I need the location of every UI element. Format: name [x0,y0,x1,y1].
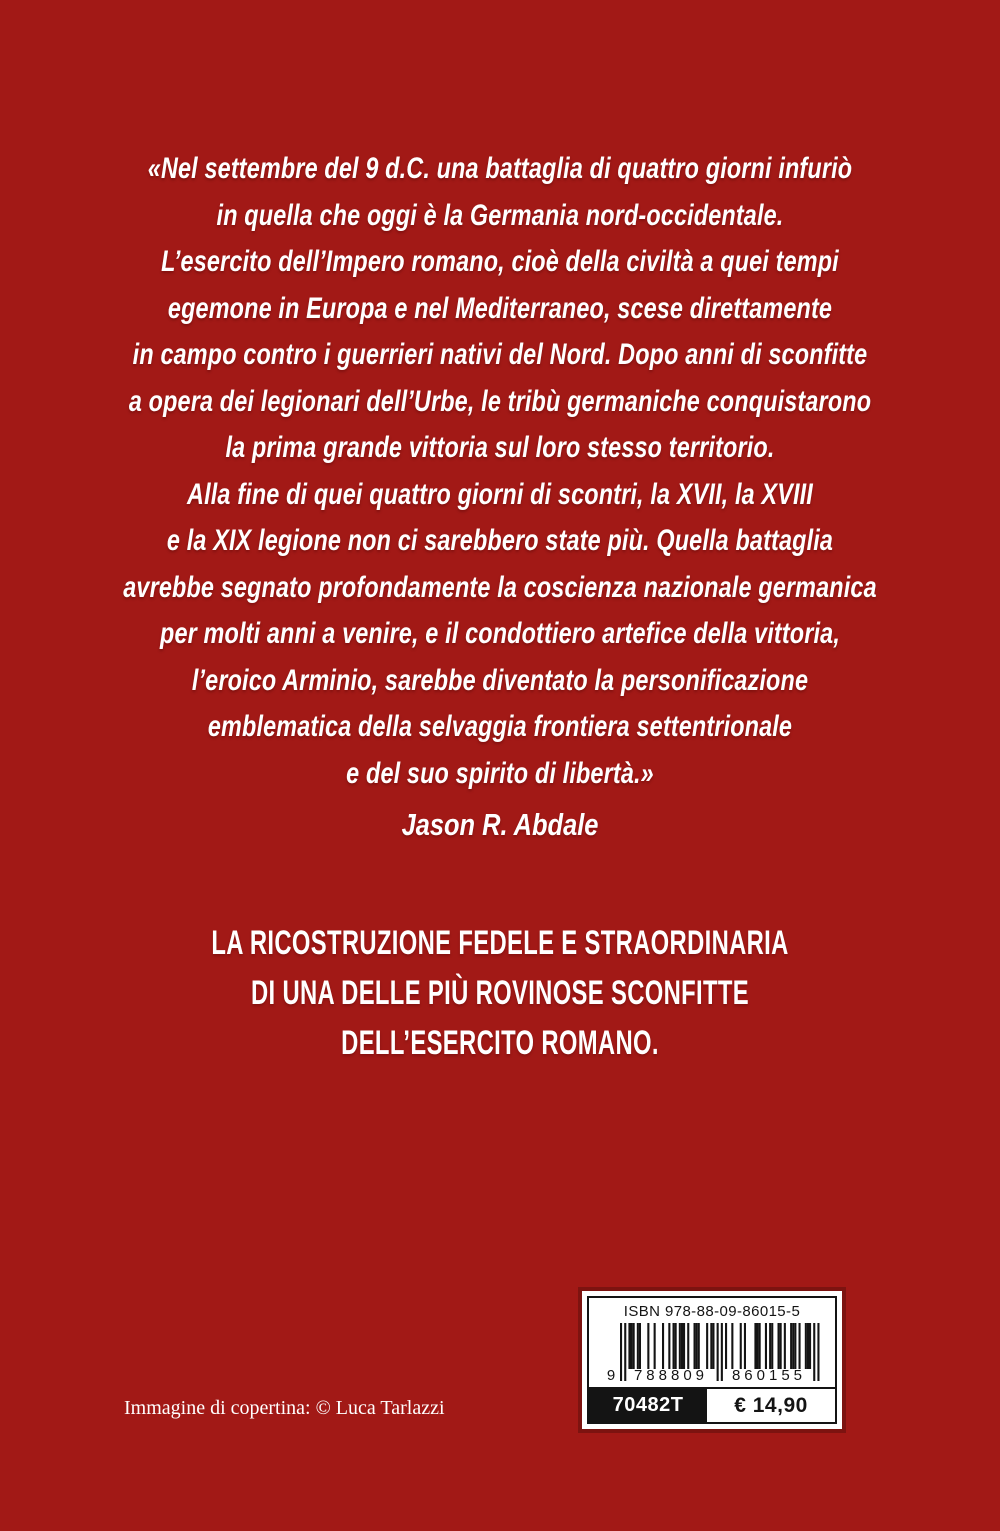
quote-line: per molti anni a venire, e il condottiero artefice della vittoria, [160,617,840,650]
quote-line: a opera dei legionari dell’Urbe, le tribù germaniche conquistarono [128,384,872,418]
quote-line: in campo contro i guerrieri nativi del Nord. Dopo anni di sconfitte [132,338,868,371]
quote-line: l’eroico Arminio, sarebbe diventato la personificazione [191,663,809,697]
tagline-line: DELL’ESERCITO ROMANO. [341,1024,659,1062]
barcode-bars-area [606,1323,818,1385]
quote-line: Alla fine di quei quattro giorni di scontri, la XVII, la XVIII [187,477,813,511]
quote-line: avrebbe segnato profondamente la coscienza nazionale germanica [123,570,877,604]
quote-line: «Nel settembre del 9 d.C. una battaglia di quattro giorni infuriò [147,152,853,185]
quote-line: L’esercito dell’Impero romano, cioè della civiltà a quei tempi [161,245,839,278]
cover-image-credit: Immagine di copertina: © Luca Tarlazzi [124,1397,445,1419]
isbn-text: ISBN 978-88-09-86015-5 [623,1303,801,1320]
barcode-label [578,1287,846,1433]
tagline-line: LA RICOSTRUZIONE FEDELE E STRAORDINARIA [211,924,789,962]
quote-line: emblematica della selvaggia frontiera settentrionale [207,710,793,743]
barcode-inner-box [587,1296,837,1424]
quote-line: e del suo spirito di libertà.» [346,756,654,790]
tagline [150,918,850,1068]
tagline-line: DI UNA DELLE PIÙ ROVINOSE SCONFITTE [251,974,749,1012]
back-cover-quote [110,146,890,797]
quote-line: e la XIX legione non ci sarebbero state più. Quella battaglia [166,524,834,557]
quote-line: egemone in Europa e nel Mediterraneo, scese direttamente [167,291,833,325]
barcode-digits-left: 788809 [633,1367,709,1384]
quote-author: Jason R. Abdale [401,807,599,842]
publisher-code: 70482T [589,1389,707,1422]
barcode-digit-first: 9 [606,1367,616,1384]
barcode-digits-right: 860155 [731,1367,807,1384]
quote-line: la prima grande vittoria sul loro stesso territorio. [225,431,775,464]
price-row [589,1387,835,1422]
price: € 14,90 [734,1393,808,1417]
quote-line: in quella che oggi è la Germania nord-occidentale. [216,198,784,232]
